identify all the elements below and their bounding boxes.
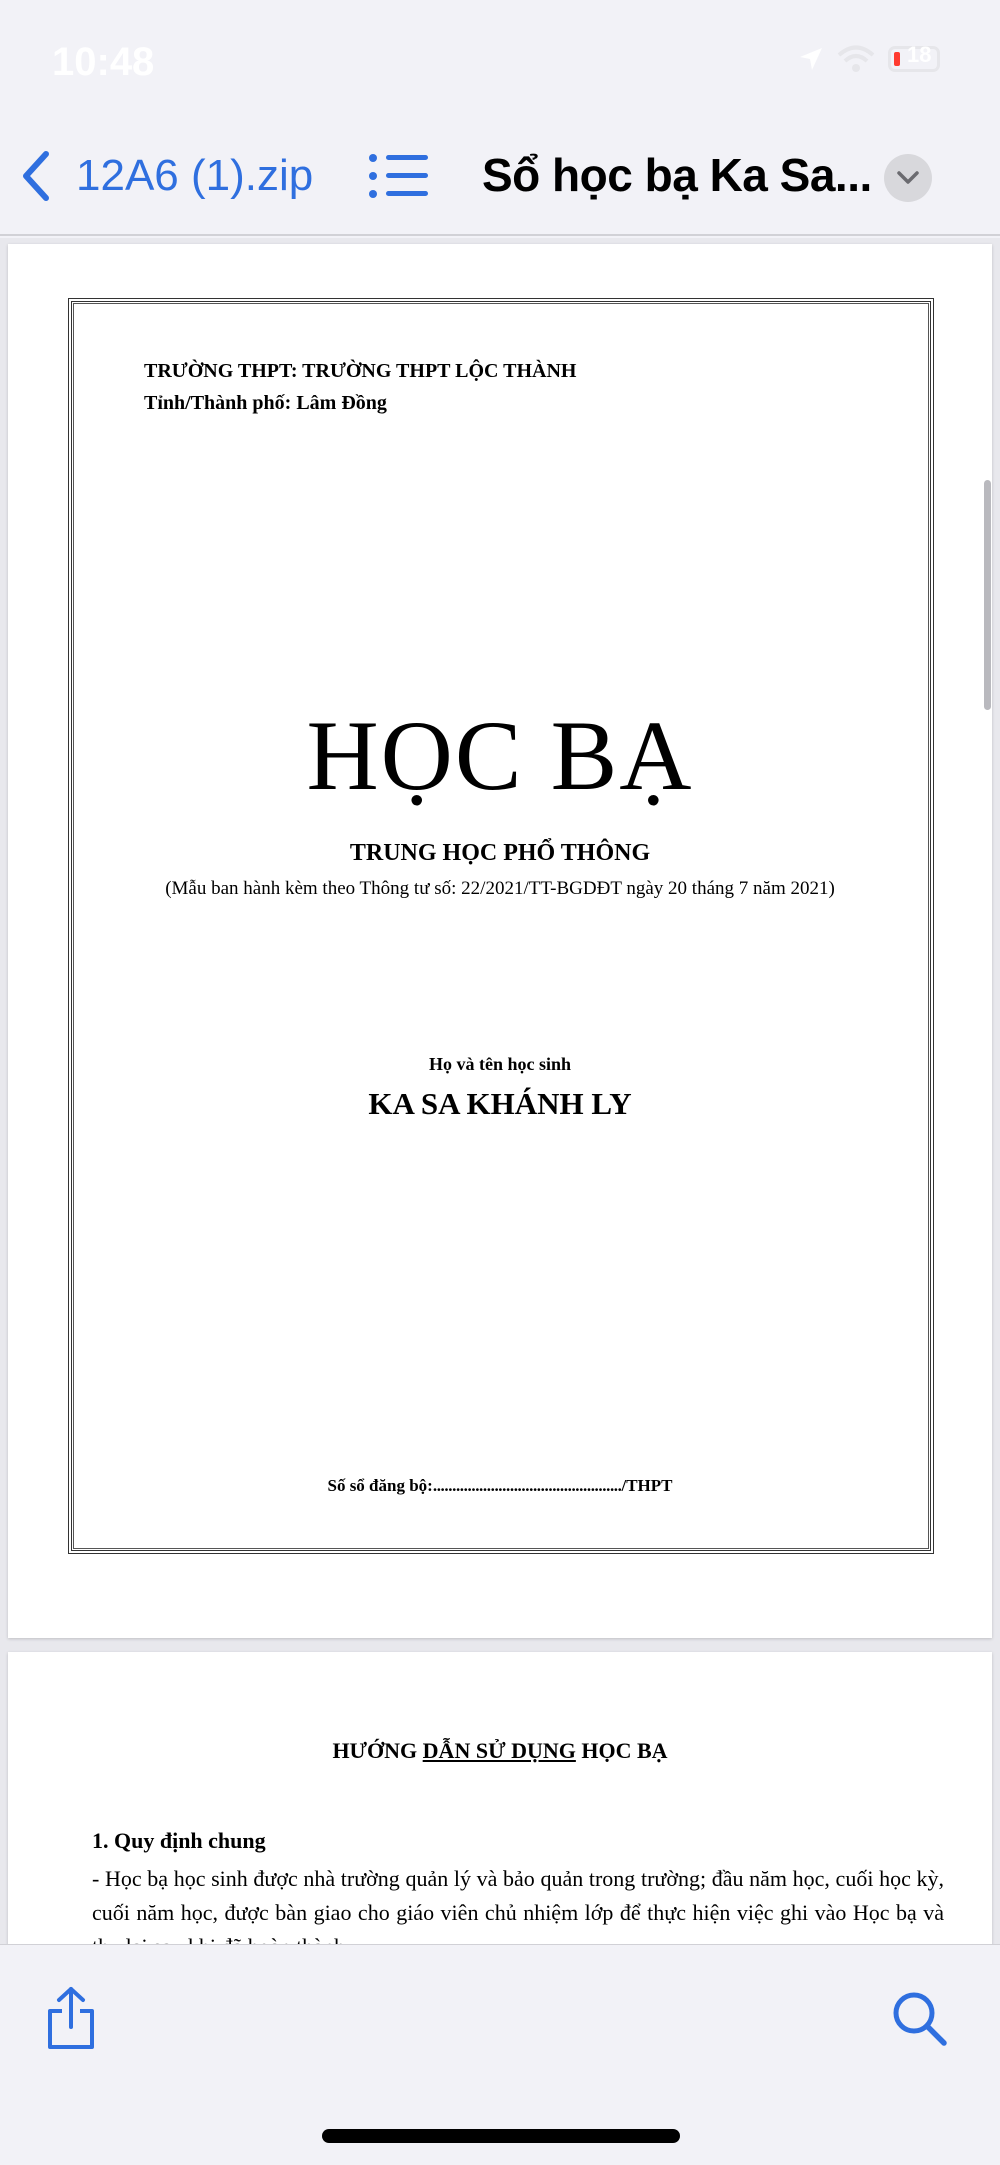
home-indicator[interactable] xyxy=(322,2129,680,2143)
wifi-icon xyxy=(836,44,876,74)
registry-suffix: /THPT xyxy=(621,1476,673,1495)
share-icon xyxy=(44,1985,98,2051)
nav-bar xyxy=(0,120,1000,236)
student-name: KA SA KHÁNH LY xyxy=(368,1086,632,1121)
battery-icon xyxy=(888,42,940,72)
section-heading: 1. Quy định chung xyxy=(92,1828,266,1853)
back-button[interactable] xyxy=(20,146,313,206)
cover-subtitle: TRUNG HỌC PHỔ THÔNG xyxy=(349,840,651,866)
chevron-down-icon xyxy=(896,170,920,186)
list-icon xyxy=(368,152,430,200)
scroll-indicator[interactable] xyxy=(984,480,991,710)
location-arrow-icon xyxy=(798,46,824,72)
guide-title-end: HỌC BẠ xyxy=(575,1738,668,1763)
school-name: TRƯỜNG THPT: TRƯỜNG THPT LỘC THÀNH xyxy=(144,360,577,382)
status-icons xyxy=(798,44,940,74)
guide-title-start: HƯỚNG xyxy=(332,1738,423,1763)
province-name: Tỉnh/Thành phố: Lâm Đồng xyxy=(144,392,387,414)
document-page-1 xyxy=(8,244,992,1638)
registry-number xyxy=(8,1476,992,1496)
chevron-left-icon xyxy=(20,150,50,202)
document-title[interactable]: Sổ học bạ Ka Sa... xyxy=(482,149,872,201)
battery-level xyxy=(894,52,900,66)
document-viewer[interactable] xyxy=(0,238,1000,1944)
status-bar xyxy=(0,0,1000,120)
registry-label: Số sổ đăng bộ: xyxy=(327,1476,433,1495)
student-name-label: Họ và tên học sinh xyxy=(428,1054,572,1074)
title-menu-button[interactable] xyxy=(884,154,932,202)
battery-percent: 18 xyxy=(907,42,932,67)
status-time: 10:48 xyxy=(52,40,155,84)
list-button[interactable] xyxy=(368,152,430,205)
guide-title xyxy=(8,1738,992,1764)
cover-border xyxy=(68,298,934,1554)
share-button[interactable] xyxy=(44,1985,98,2056)
guide-title-underlined: DẪN SỬ DỤNG xyxy=(422,1738,576,1763)
section-body: - Học bạ học sinh được nhà trường quản lý và bảo quản trong trường; đầu năm học, cuối học kỳ, cuối năm học, được bàn giao cho giáo viên chủ nhiệm lớp để thực hiện việc ghi vào Học bạ và xyxy=(92,1866,944,1925)
search-icon xyxy=(890,1989,950,2049)
decree-note: (Mẫu ban hành kèm theo Thông tư số: 22/2021/TT-BGDĐT ngày 20 tháng 7 năm 2021) xyxy=(165,878,835,899)
cover-title: HỌC BẠ xyxy=(306,700,694,811)
search-button[interactable] xyxy=(890,1989,950,2054)
registry-dots: ................................................. xyxy=(432,1476,622,1495)
back-label: 12A6 (1).zip xyxy=(76,151,314,200)
